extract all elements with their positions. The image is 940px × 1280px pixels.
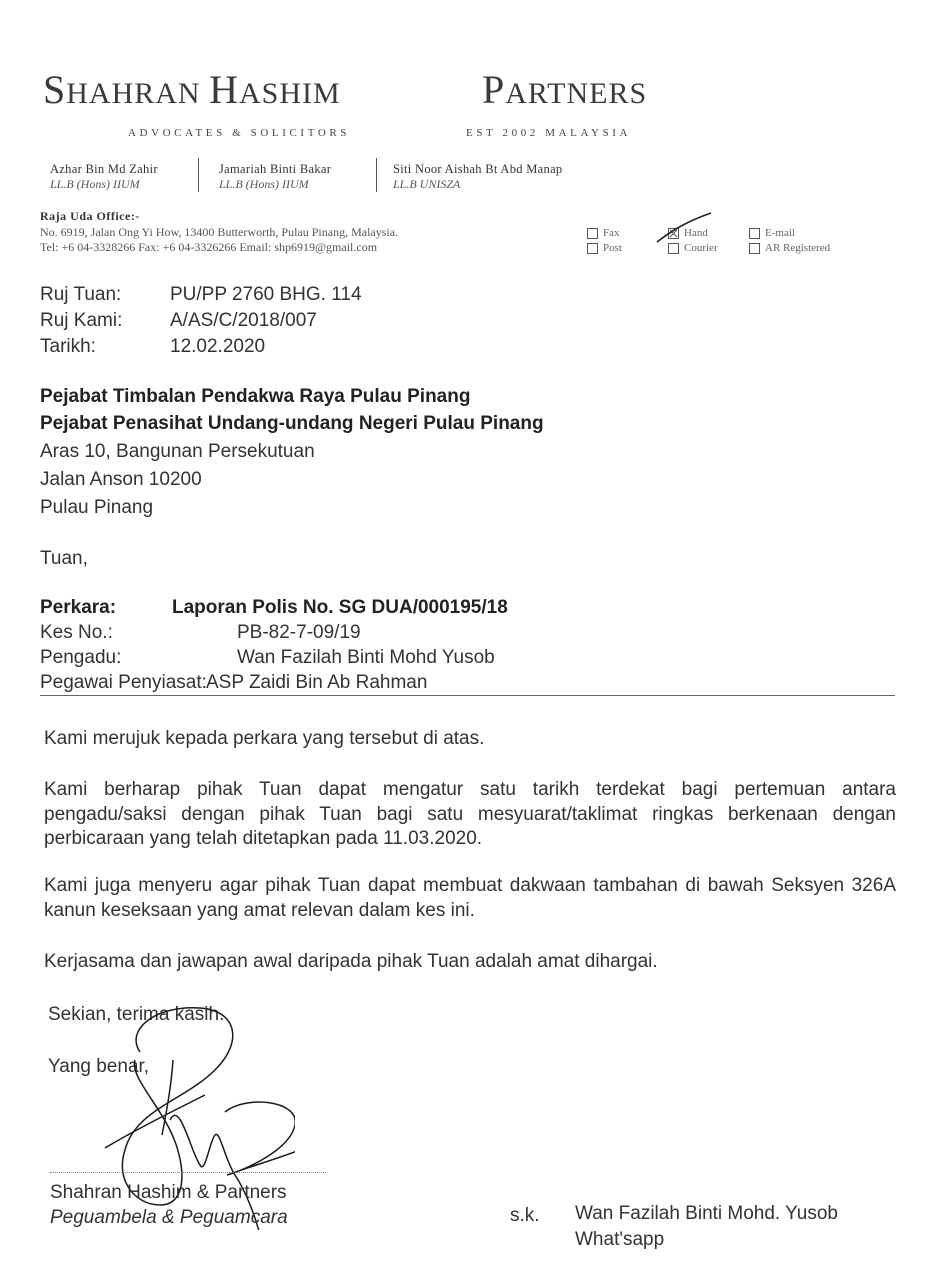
salutation: Tuan, <box>40 548 88 569</box>
body-paragraph-1: Kami merujuk kepada perkara yang tersebut di atas. <box>44 728 485 749</box>
firm-word-shahran: HAHRAN <box>66 77 201 110</box>
recipient-line-1: Pejabat Timbalan Pendakwa Raya Pulau Pinang <box>40 386 471 407</box>
ref-value-ruj-tuan: PU/PP 2760 BHG. 114 <box>170 284 362 305</box>
subject-divider <box>40 695 895 696</box>
subject-perkara-label: Perkara: <box>40 597 117 618</box>
checkbox-box[interactable] <box>587 243 598 254</box>
closing-sekian: Sekian, terima kasih. <box>48 1004 225 1025</box>
body-paragraph-4: Kerjasama dan jawapan awal daripada pihak Tuan adalah amat dihargai. <box>44 951 658 972</box>
partner-qualification: LL.B (Hons) IIUM <box>219 177 309 191</box>
subject-perkara-value: Laporan Polis No. SG DUA/000195/18 <box>172 597 508 618</box>
partner-qualification: LL.B UNISZA <box>393 177 461 191</box>
office-title: Raja Uda Office:- <box>40 209 140 223</box>
ref-label-ruj-tuan: Ruj Tuan: <box>40 284 122 305</box>
recipient-line-3: Aras 10, Bangunan Persekutuan <box>40 441 315 462</box>
checkbox-box[interactable] <box>749 243 760 254</box>
recipient-line-5: Pulau Pinang <box>40 497 154 518</box>
checkbox-box[interactable] <box>587 228 598 239</box>
office-address: No. 6919, Jalan Ong Yi How, 13400 Butterworth, Pulau Pinang, Malaysia. <box>40 225 399 239</box>
closing-yang-benar: Yang benar, <box>48 1056 150 1077</box>
checkbox-label: Hand <box>684 227 708 239</box>
tagline-established: EST 2002 MALAYSIA <box>466 127 632 139</box>
office-contact: Tel: +6 04-3328266 Fax: +6 04-3326266 Email: shp6919@gmail.com <box>40 240 378 254</box>
body-paragraph-3: Kami juga menyeru agar pihak Tuan dapat membuat dakwaan tambahan di bawah Seksyen 326A kanun keseksaan yang amat relevan dalam kes ini. <box>44 875 896 921</box>
subject-pengadu-value: Wan Fazilah Binti Mohd Yusob <box>237 647 495 668</box>
checkbox-label: AR Registered <box>765 242 831 254</box>
partner-2 <box>219 162 331 192</box>
partner-name: Azhar Bin Md Zahir <box>50 162 158 176</box>
partner-3 <box>393 162 562 192</box>
subject-pengadu-label: Pengadu: <box>40 647 122 668</box>
subject-kes-value: PB-82-7-09/19 <box>237 622 361 643</box>
ref-label-ruj-kami: Ruj Kami: <box>40 310 123 331</box>
firm-initial-p: P <box>482 67 506 112</box>
signatory-title: Peguambela & Peguamcara <box>50 1207 288 1228</box>
partner-separator <box>376 158 377 192</box>
ref-value-ruj-kami: A/AS/C/2018/007 <box>170 310 317 331</box>
checkbox-email[interactable] <box>749 227 795 239</box>
subject-kes-label: Kes No.: <box>40 622 113 643</box>
partner-1 <box>50 162 158 192</box>
recipient-line-2: Pejabat Penasihat Undang-undang Negeri Pulau Pinang <box>40 413 544 434</box>
checkbox-fax[interactable] <box>587 227 620 239</box>
cc-name: Wan Fazilah Binti Mohd. Yusob <box>575 1203 838 1224</box>
hand-pen-stroke-icon <box>655 210 715 245</box>
partner-name: Jamariah Binti Bakar <box>219 162 332 176</box>
firm-initial-h: H <box>209 67 239 112</box>
checkbox-ar-registered[interactable] <box>749 242 830 254</box>
subject-pegawai-value: ASP Zaidi Bin Ab Rahman <box>206 672 428 693</box>
partner-name: Siti Noor Aishah Bt Abd Manap <box>393 162 563 176</box>
checkbox-label: E-mail <box>765 227 795 239</box>
ref-value-tarikh: 12.02.2020 <box>170 336 266 357</box>
firm-name-left <box>43 66 341 113</box>
checkbox-label: Fax <box>603 227 620 239</box>
signature-line <box>50 1172 326 1173</box>
firm-word-hashim: ASHIM <box>238 77 341 110</box>
firm-name-right <box>482 66 647 113</box>
tagline-advocates: ADVOCATES & SOLICITORS <box>128 127 351 139</box>
firm-word-partners: ARTNERS <box>505 77 648 110</box>
body-paragraph-2: Kami berharap pihak Tuan dapat mengatur satu tarikh terdekat bagi pertemuan antara pengadu/saksi dengan pihak Tuan bagi satu mesyuarat/taklimat ringkas berkenaan dengan perbicaraan yang telah ditetapkan pada 11.03.2020. <box>44 779 896 849</box>
cc-via: What'sapp <box>575 1229 665 1250</box>
recipient-line-4: Jalan Anson 10200 <box>40 469 202 490</box>
checkbox-box[interactable] <box>749 228 760 239</box>
checkbox-post[interactable] <box>587 242 622 254</box>
firm-initial-s: S <box>43 67 67 112</box>
signatory-name: Shahran Hashim & Partners <box>50 1182 287 1203</box>
ref-label-tarikh: Tarikh: <box>40 336 96 357</box>
cc-label: s.k. <box>510 1205 540 1226</box>
subject-pegawai-label: Pegawai Penyiasat: <box>40 672 207 693</box>
checkbox-label: Post <box>603 242 622 254</box>
partner-separator <box>198 158 199 192</box>
checkbox-label: Courier <box>684 242 718 254</box>
partner-qualification: LL.B (Hons) IIUM <box>50 177 140 191</box>
